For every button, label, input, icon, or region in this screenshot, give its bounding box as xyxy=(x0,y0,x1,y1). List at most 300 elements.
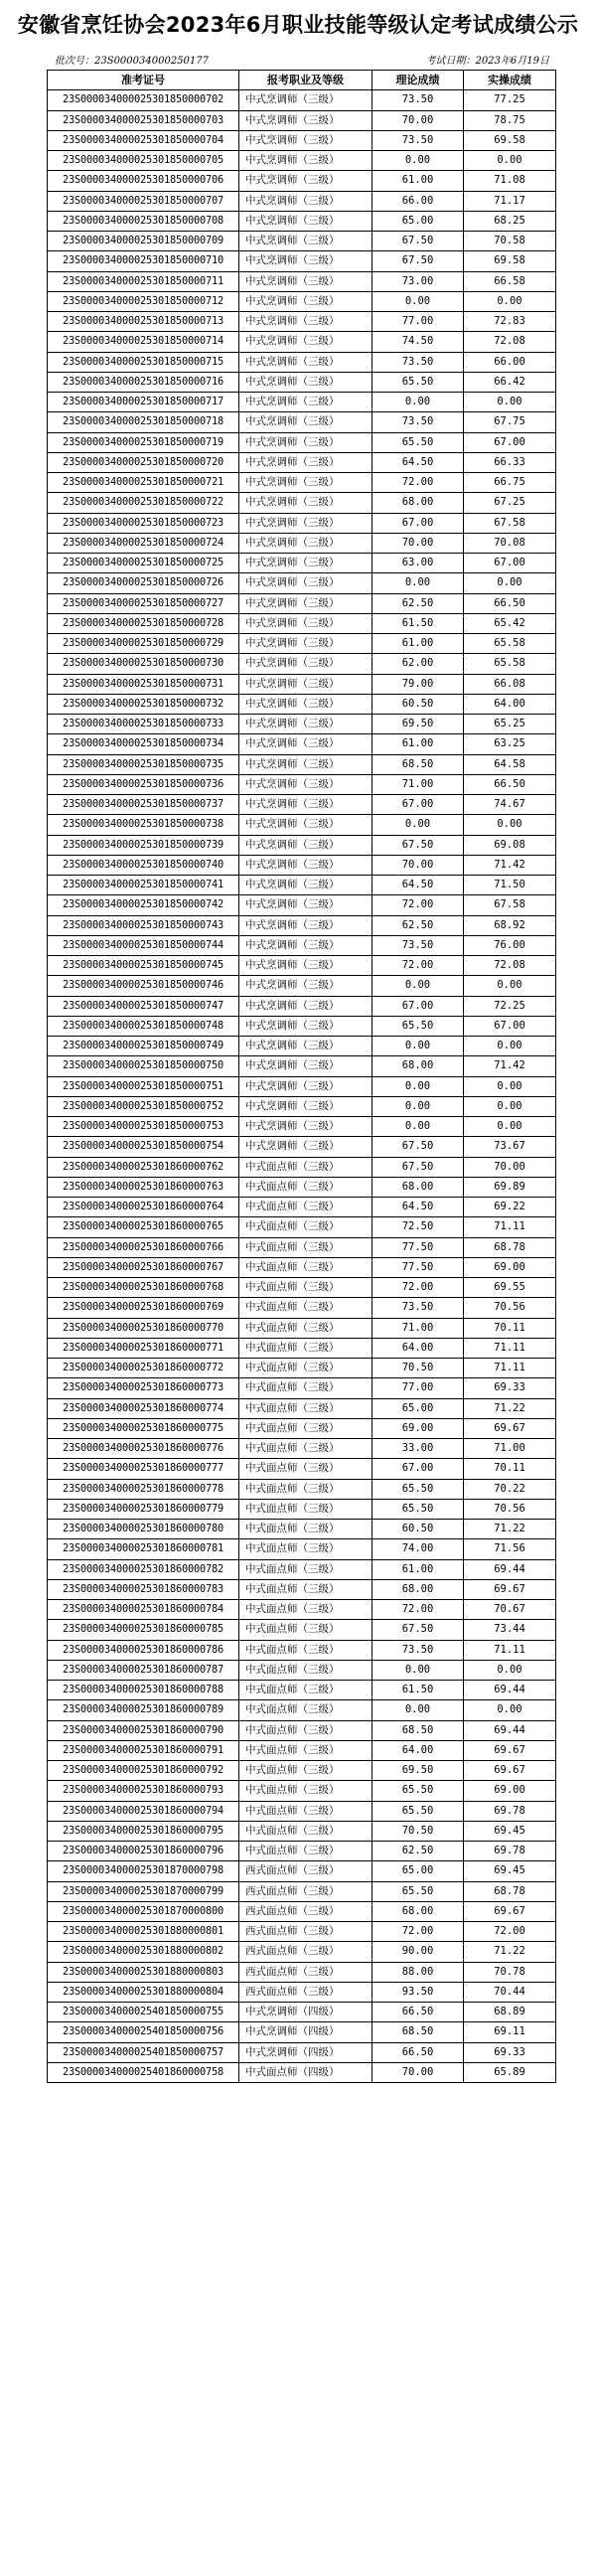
occupation-level-cell: 西式面点师（三级） xyxy=(239,1982,372,2002)
theory-score-cell: 67.50 xyxy=(372,251,464,271)
ticket-number-cell: 23S000034000025301850000706 xyxy=(48,171,239,191)
theory-score-cell: 79.00 xyxy=(372,674,464,694)
theory-score-cell: 60.50 xyxy=(372,694,464,714)
occupation-level-cell: 中式烹调师（三级） xyxy=(239,1037,372,1056)
practical-score-cell: 70.11 xyxy=(464,1318,556,1338)
practical-score-cell: 71.22 xyxy=(464,1520,556,1539)
theory-score-cell: 68.50 xyxy=(372,754,464,774)
ticket-number-cell: 23S000034000025301850000742 xyxy=(48,895,239,915)
ticket-number-cell: 23S000034000025301850000720 xyxy=(48,452,239,472)
table-row xyxy=(48,1439,556,1459)
practical-score-cell: 71.17 xyxy=(464,191,556,211)
theory-score-cell: 67.50 xyxy=(372,1157,464,1177)
table-row xyxy=(48,654,556,674)
table-row xyxy=(48,1660,556,1680)
practical-score-cell: 76.00 xyxy=(464,935,556,955)
occupation-level-cell: 中式面点师（三级） xyxy=(239,1198,372,1217)
table-row xyxy=(48,1016,556,1036)
occupation-level-cell: 中式烹调师（三级） xyxy=(239,473,372,493)
table-row xyxy=(48,634,556,654)
table-row xyxy=(48,2003,556,2022)
practical-score-cell: 67.00 xyxy=(464,432,556,452)
ticket-number-cell: 23S000034000025301860000784 xyxy=(48,1600,239,1620)
occupation-level-cell: 中式面点师（三级） xyxy=(239,1700,372,1720)
theory-score-cell: 68.00 xyxy=(372,1056,464,1076)
ticket-number-cell: 23S000034000025301850000746 xyxy=(48,976,239,996)
practical-score-cell: 0.00 xyxy=(464,815,556,835)
table-row xyxy=(48,1359,556,1378)
occupation-level-cell: 中式面点师（四级） xyxy=(239,2062,372,2082)
theory-score-cell: 0.00 xyxy=(372,815,464,835)
theory-score-cell: 0.00 xyxy=(372,1117,464,1137)
practical-score-cell: 71.50 xyxy=(464,876,556,895)
table-row xyxy=(48,452,556,472)
practical-score-cell: 69.67 xyxy=(464,1740,556,1760)
occupation-level-cell: 中式烹调师（三级） xyxy=(239,674,372,694)
practical-score-cell: 69.67 xyxy=(464,1761,556,1781)
table-row xyxy=(48,855,556,875)
occupation-level-cell: 西式面点师（三级） xyxy=(239,1901,372,1921)
practical-score-cell: 69.00 xyxy=(464,1781,556,1801)
table-row xyxy=(48,1056,556,1076)
table-row xyxy=(48,291,556,311)
ticket-number-cell: 23S000034000025301860000781 xyxy=(48,1539,239,1559)
occupation-level-cell: 中式面点师（三级） xyxy=(239,1640,372,1660)
occupation-level-cell: 中式烹调师（三级） xyxy=(239,795,372,815)
practical-score-cell: 70.44 xyxy=(464,1982,556,2002)
ticket-number-cell: 23S000034000025301850000723 xyxy=(48,513,239,533)
theory-score-cell: 72.00 xyxy=(372,473,464,493)
ticket-number-cell: 23S000034000025301850000704 xyxy=(48,130,239,150)
occupation-level-cell: 中式烹调师（三级） xyxy=(239,513,372,533)
occupation-level-cell: 中式面点师（三级） xyxy=(239,1237,372,1257)
occupation-level-cell: 中式烹调师（三级） xyxy=(239,1137,372,1157)
practical-score-cell: 73.44 xyxy=(464,1620,556,1640)
ticket-number-cell: 23S000034000025301860000768 xyxy=(48,1278,239,1298)
occupation-level-cell: 中式面点师（三级） xyxy=(239,1539,372,1559)
occupation-level-cell: 中式面点师（三级） xyxy=(239,1439,372,1459)
occupation-level-cell: 中式烹调师（三级） xyxy=(239,976,372,996)
practical-score-cell: 66.58 xyxy=(464,271,556,291)
occupation-level-cell: 中式面点师（三级） xyxy=(239,1177,372,1197)
table-row xyxy=(48,1922,556,1942)
theory-score-cell: 90.00 xyxy=(372,1942,464,1962)
ticket-number-cell: 23S000034000025301860000765 xyxy=(48,1217,239,1237)
theory-score-cell: 61.00 xyxy=(372,634,464,654)
practical-score-cell: 65.89 xyxy=(464,2062,556,2082)
table-row xyxy=(48,2022,556,2042)
practical-score-cell: 69.58 xyxy=(464,251,556,271)
practical-score-cell: 74.67 xyxy=(464,795,556,815)
occupation-level-cell: 中式面点师（三级） xyxy=(239,1338,372,1358)
table-row xyxy=(48,1740,556,1760)
ticket-number-cell: 23S000034000025301850000702 xyxy=(48,90,239,110)
occupation-level-cell: 中式烹调师（三级） xyxy=(239,593,372,613)
ticket-number-cell: 23S000034000025301860000778 xyxy=(48,1479,239,1499)
practical-score-cell: 67.75 xyxy=(464,412,556,432)
practical-score-cell: 71.00 xyxy=(464,1439,556,1459)
ticket-number-cell: 23S000034000025301850000717 xyxy=(48,393,239,412)
occupation-level-cell: 中式面点师（三级） xyxy=(239,1318,372,1338)
theory-score-cell: 72.00 xyxy=(372,1922,464,1942)
occupation-level-cell: 中式烹调师（三级） xyxy=(239,432,372,452)
practical-score-cell: 0.00 xyxy=(464,1076,556,1096)
occupation-level-cell: 中式烹调师（三级） xyxy=(239,1117,372,1137)
occupation-level-cell: 中式面点师（三级） xyxy=(239,1298,372,1318)
ticket-number-cell: 23S000034000025301850000748 xyxy=(48,1016,239,1036)
theory-score-cell: 68.00 xyxy=(372,1901,464,1921)
meta-line xyxy=(47,54,555,70)
ticket-number-cell: 23S000034000025301850000754 xyxy=(48,1137,239,1157)
practical-score-cell: 71.11 xyxy=(464,1359,556,1378)
ticket-number-cell: 23S000034000025301850000730 xyxy=(48,654,239,674)
ticket-number-cell: 23S000034000025301850000753 xyxy=(48,1117,239,1137)
practical-score-cell: 0.00 xyxy=(464,1117,556,1137)
occupation-level-cell: 中式烹调师（三级） xyxy=(239,996,372,1016)
table-row xyxy=(48,1117,556,1137)
table-row xyxy=(48,1781,556,1801)
ticket-number-cell: 23S000034000025301860000767 xyxy=(48,1257,239,1277)
ticket-number-cell: 23S000034000025401850000755 xyxy=(48,2003,239,2022)
theory-score-cell: 61.50 xyxy=(372,1681,464,1700)
ticket-number-cell: 23S000034000025301860000792 xyxy=(48,1761,239,1781)
practical-score-cell: 67.58 xyxy=(464,895,556,915)
ticket-number-cell: 23S000034000025301850000729 xyxy=(48,634,239,654)
theory-score-cell: 65.50 xyxy=(372,1801,464,1821)
practical-score-cell: 65.58 xyxy=(464,634,556,654)
table-row xyxy=(48,2062,556,2082)
table-row xyxy=(48,915,556,935)
practical-score-cell: 69.44 xyxy=(464,1720,556,1740)
theory-score-cell: 65.50 xyxy=(372,1016,464,1036)
ticket-number-cell: 23S000034000025301850000725 xyxy=(48,554,239,573)
theory-score-cell: 70.00 xyxy=(372,855,464,875)
practical-score-cell: 69.67 xyxy=(464,1901,556,1921)
theory-score-cell: 65.50 xyxy=(372,1499,464,1519)
theory-score-cell: 68.00 xyxy=(372,1177,464,1197)
practical-score-cell: 70.11 xyxy=(464,1459,556,1479)
ticket-number-cell: 23S000034000025301850000731 xyxy=(48,674,239,694)
theory-score-cell: 73.50 xyxy=(372,90,464,110)
ticket-number-cell: 23S000034000025301880000802 xyxy=(48,1942,239,1962)
practical-score-cell: 0.00 xyxy=(464,393,556,412)
ticket-number-cell: 23S000034000025301850000743 xyxy=(48,915,239,935)
occupation-level-cell: 中式烹调师（三级） xyxy=(239,393,372,412)
ticket-number-cell: 23S000034000025301870000799 xyxy=(48,1881,239,1901)
ticket-number-cell: 23S000034000025301860000796 xyxy=(48,1842,239,1861)
ticket-number-cell: 23S000034000025301860000772 xyxy=(48,1359,239,1378)
practical-score-cell: 66.00 xyxy=(464,352,556,372)
table-row xyxy=(48,232,556,251)
ticket-number-cell: 23S000034000025301860000779 xyxy=(48,1499,239,1519)
table-row xyxy=(48,171,556,191)
table-row xyxy=(48,1298,556,1318)
table-row xyxy=(48,90,556,110)
occupation-level-cell: 中式烹调师（三级） xyxy=(239,573,372,593)
occupation-level-cell: 中式烹调师（三级） xyxy=(239,251,372,271)
table-row xyxy=(48,554,556,573)
table-row xyxy=(48,694,556,714)
table-row xyxy=(48,976,556,996)
theory-score-cell: 72.50 xyxy=(372,1217,464,1237)
practical-score-cell: 69.33 xyxy=(464,2042,556,2062)
theory-score-cell: 71.00 xyxy=(372,1318,464,1338)
practical-score-cell: 78.75 xyxy=(464,110,556,130)
ticket-number-cell: 23S000034000025301860000783 xyxy=(48,1579,239,1599)
occupation-level-cell: 中式烹调师（三级） xyxy=(239,895,372,915)
theory-score-cell: 66.50 xyxy=(372,2003,464,2022)
table-row xyxy=(48,1378,556,1398)
table-row xyxy=(48,1881,556,1901)
table-row xyxy=(48,271,556,291)
table-row xyxy=(48,1579,556,1599)
table-row xyxy=(48,1157,556,1177)
occupation-level-cell: 中式面点师（三级） xyxy=(239,1499,372,1519)
table-row xyxy=(48,513,556,533)
practical-score-cell: 71.22 xyxy=(464,1398,556,1418)
occupation-level-cell: 中式烹调师（三级） xyxy=(239,1056,372,1076)
theory-score-cell: 64.50 xyxy=(372,452,464,472)
table-row xyxy=(48,1681,556,1700)
practical-score-cell: 70.56 xyxy=(464,1298,556,1318)
table-row xyxy=(48,2042,556,2062)
table-row xyxy=(48,1278,556,1298)
table-row xyxy=(48,372,556,392)
occupation-level-cell: 中式面点师（三级） xyxy=(239,1418,372,1438)
theory-score-cell: 73.00 xyxy=(372,271,464,291)
ticket-number-cell: 23S000034000025301860000771 xyxy=(48,1338,239,1358)
table-row xyxy=(48,1942,556,1962)
practical-score-cell: 67.58 xyxy=(464,513,556,533)
table-row xyxy=(48,734,556,754)
ticket-number-cell: 23S000034000025301850000715 xyxy=(48,352,239,372)
occupation-level-cell: 中式烹调师（三级） xyxy=(239,654,372,674)
ticket-number-cell: 23S000034000025301850000735 xyxy=(48,754,239,774)
theory-score-cell: 0.00 xyxy=(372,151,464,171)
table-row xyxy=(48,130,556,150)
table-row xyxy=(48,1076,556,1096)
table-row xyxy=(48,191,556,211)
theory-score-cell: 69.50 xyxy=(372,1761,464,1781)
practical-score-cell: 68.25 xyxy=(464,211,556,231)
ticket-number-cell: 23S000034000025301850000714 xyxy=(48,332,239,352)
ticket-number-cell: 23S000034000025301850000703 xyxy=(48,110,239,130)
table-row xyxy=(48,1198,556,1217)
ticket-number-cell: 23S000034000025301850000718 xyxy=(48,412,239,432)
table-row xyxy=(48,1842,556,1861)
occupation-level-cell: 中式面点师（三级） xyxy=(239,1781,372,1801)
ticket-number-cell: 23S000034000025301850000733 xyxy=(48,715,239,734)
table-row xyxy=(48,1539,556,1559)
occupation-level-cell: 中式烹调师（三级） xyxy=(239,211,372,231)
practical-score-cell: 65.25 xyxy=(464,715,556,734)
ticket-number-cell: 23S000034000025301850000709 xyxy=(48,232,239,251)
ticket-number-cell: 23S000034000025301850000741 xyxy=(48,876,239,895)
practical-score-cell: 70.78 xyxy=(464,1962,556,1982)
practical-score-cell: 69.11 xyxy=(464,2022,556,2042)
table-row xyxy=(48,1700,556,1720)
ticket-number-cell: 23S000034000025301880000803 xyxy=(48,1962,239,1982)
table-row xyxy=(48,533,556,553)
ticket-number-cell: 23S000034000025301850000745 xyxy=(48,956,239,976)
theory-score-cell: 60.50 xyxy=(372,1520,464,1539)
ticket-number-cell: 23S000034000025301850000713 xyxy=(48,312,239,332)
table-row xyxy=(48,1459,556,1479)
occupation-level-cell: 中式面点师（三级） xyxy=(239,1359,372,1378)
ticket-number-cell: 23S000034000025301880000801 xyxy=(48,1922,239,1942)
ticket-number-cell: 23S000034000025301860000764 xyxy=(48,1198,239,1217)
table-row xyxy=(48,956,556,976)
ticket-number-cell: 23S000034000025301850000712 xyxy=(48,291,239,311)
theory-score-cell: 64.50 xyxy=(372,1198,464,1217)
occupation-level-cell: 中式面点师（三级） xyxy=(239,1620,372,1640)
practical-score-cell: 71.11 xyxy=(464,1217,556,1237)
table-row xyxy=(48,613,556,633)
practical-score-cell: 73.67 xyxy=(464,1137,556,1157)
table-row xyxy=(48,151,556,171)
occupation-level-cell: 中式烹调师（三级） xyxy=(239,876,372,895)
practical-score-cell: 67.00 xyxy=(464,1016,556,1036)
theory-score-cell: 0.00 xyxy=(372,1700,464,1720)
occupation-level-cell: 中式烹调师（三级） xyxy=(239,956,372,976)
theory-score-cell: 73.50 xyxy=(372,352,464,372)
occupation-level-cell: 西式面点师（三级） xyxy=(239,1861,372,1881)
theory-score-cell: 0.00 xyxy=(372,393,464,412)
occupation-level-cell: 中式面点师（三级） xyxy=(239,1579,372,1599)
practical-score-cell: 71.08 xyxy=(464,171,556,191)
occupation-level-cell: 中式烹调师（三级） xyxy=(239,90,372,110)
table-row xyxy=(48,1720,556,1740)
table-row xyxy=(48,1037,556,1056)
occupation-level-cell: 中式面点师（三级） xyxy=(239,1761,372,1781)
theory-score-cell: 68.00 xyxy=(372,493,464,513)
ticket-number-cell: 23S000034000025301850000710 xyxy=(48,251,239,271)
table-row xyxy=(48,1982,556,2002)
ticket-number-cell: 23S000034000025301860000775 xyxy=(48,1418,239,1438)
table-row xyxy=(48,1137,556,1157)
theory-score-cell: 0.00 xyxy=(372,573,464,593)
theory-score-cell: 61.00 xyxy=(372,734,464,754)
table-row xyxy=(48,1821,556,1841)
theory-score-cell: 61.50 xyxy=(372,613,464,633)
occupation-level-cell: 中式烹调师（三级） xyxy=(239,312,372,332)
table-row xyxy=(48,1640,556,1660)
practical-score-cell: 65.42 xyxy=(464,613,556,633)
table-row xyxy=(48,412,556,432)
theory-score-cell: 73.50 xyxy=(372,412,464,432)
table-row xyxy=(48,1620,556,1640)
practical-score-cell: 70.08 xyxy=(464,533,556,553)
ticket-number-cell: 23S000034000025301860000787 xyxy=(48,1660,239,1680)
theory-score-cell: 67.50 xyxy=(372,1137,464,1157)
table-row xyxy=(48,1962,556,1982)
theory-score-cell: 73.50 xyxy=(372,1298,464,1318)
practical-score-cell: 66.42 xyxy=(464,372,556,392)
occupation-level-cell: 西式面点师（三级） xyxy=(239,1881,372,1901)
practical-score-cell: 69.33 xyxy=(464,1378,556,1398)
theory-score-cell: 72.00 xyxy=(372,895,464,915)
practical-score-cell: 68.92 xyxy=(464,915,556,935)
column-header-practical-score: 实操成绩 xyxy=(464,71,556,90)
ticket-number-cell: 23S000034000025401850000756 xyxy=(48,2022,239,2042)
ticket-number-cell: 23S000034000025301850000719 xyxy=(48,432,239,452)
theory-score-cell: 64.00 xyxy=(372,1740,464,1760)
theory-score-cell: 73.50 xyxy=(372,130,464,150)
table-row xyxy=(48,473,556,493)
practical-score-cell: 69.67 xyxy=(464,1579,556,1599)
ticket-number-cell: 23S000034000025301860000793 xyxy=(48,1781,239,1801)
occupation-level-cell: 中式烹调师（四级） xyxy=(239,2042,372,2062)
table-row xyxy=(48,393,556,412)
occupation-level-cell: 中式面点师（三级） xyxy=(239,1842,372,1861)
table-row xyxy=(48,1600,556,1620)
occupation-level-cell: 中式烹调师（三级） xyxy=(239,1016,372,1036)
practical-score-cell: 69.78 xyxy=(464,1801,556,1821)
ticket-number-cell: 23S000034000025301860000785 xyxy=(48,1620,239,1640)
occupation-level-cell: 中式烹调师（三级） xyxy=(239,694,372,714)
ticket-number-cell: 23S000034000025301870000798 xyxy=(48,1861,239,1881)
occupation-level-cell: 中式烹调师（四级） xyxy=(239,2003,372,2022)
occupation-level-cell: 中式面点师（三级） xyxy=(239,1821,372,1841)
practical-score-cell: 69.67 xyxy=(464,1418,556,1438)
practical-score-cell: 0.00 xyxy=(464,1037,556,1056)
theory-score-cell: 65.00 xyxy=(372,1398,464,1418)
practical-score-cell: 0.00 xyxy=(464,573,556,593)
theory-score-cell: 65.00 xyxy=(372,1861,464,1881)
table-row xyxy=(48,895,556,915)
occupation-level-cell: 中式面点师（三级） xyxy=(239,1378,372,1398)
ticket-number-cell: 23S000034000025301860000788 xyxy=(48,1681,239,1700)
table-row xyxy=(48,674,556,694)
practical-score-cell: 70.56 xyxy=(464,1499,556,1519)
table-row xyxy=(48,835,556,855)
theory-score-cell: 66.50 xyxy=(372,2042,464,2062)
theory-score-cell: 68.00 xyxy=(372,1579,464,1599)
occupation-level-cell: 中式面点师（三级） xyxy=(239,1459,372,1479)
table-row xyxy=(48,1418,556,1438)
theory-score-cell: 65.50 xyxy=(372,372,464,392)
practical-score-cell: 70.58 xyxy=(464,232,556,251)
occupation-level-cell: 中式面点师（三级） xyxy=(239,1600,372,1620)
table-row xyxy=(48,815,556,835)
theory-score-cell: 70.00 xyxy=(372,533,464,553)
ticket-number-cell: 23S000034000025301860000777 xyxy=(48,1459,239,1479)
table-row xyxy=(48,1901,556,1921)
theory-score-cell: 0.00 xyxy=(372,1037,464,1056)
table-row xyxy=(48,876,556,895)
ticket-number-cell: 23S000034000025301850000708 xyxy=(48,211,239,231)
practical-score-cell: 69.00 xyxy=(464,1257,556,1277)
practical-score-cell: 72.00 xyxy=(464,1922,556,1942)
occupation-level-cell: 中式烹调师（三级） xyxy=(239,452,372,472)
occupation-level-cell: 中式面点师（三级） xyxy=(239,1278,372,1298)
occupation-level-cell: 中式烹调师（四级） xyxy=(239,2022,372,2042)
occupation-level-cell: 中式烹调师（三级） xyxy=(239,372,372,392)
table-header-row xyxy=(48,71,556,90)
occupation-level-cell: 中式面点师（三级） xyxy=(239,1520,372,1539)
practical-score-cell: 0.00 xyxy=(464,1096,556,1116)
table-row xyxy=(48,110,556,130)
theory-score-cell: 70.00 xyxy=(372,2062,464,2082)
theory-score-cell: 88.00 xyxy=(372,1962,464,1982)
ticket-number-cell: 23S000034000025301850000740 xyxy=(48,855,239,875)
table-row xyxy=(48,996,556,1016)
table-row xyxy=(48,211,556,231)
theory-score-cell: 62.00 xyxy=(372,654,464,674)
occupation-level-cell: 中式烹调师（三级） xyxy=(239,835,372,855)
table-row xyxy=(48,332,556,352)
occupation-level-cell: 中式烹调师（三级） xyxy=(239,493,372,513)
